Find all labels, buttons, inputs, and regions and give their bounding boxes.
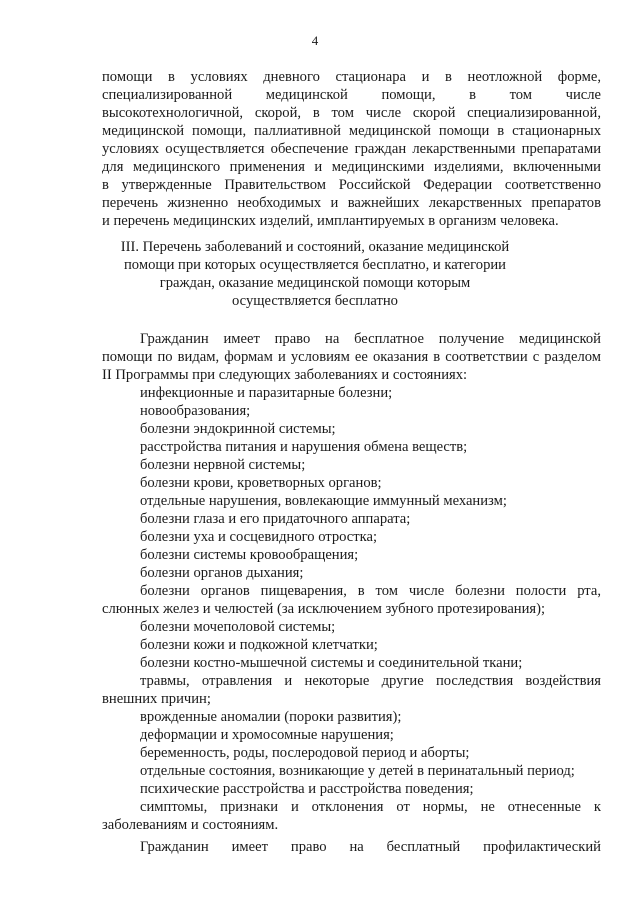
list-item: болезни глаза и его придаточного аппарата; [140, 511, 411, 527]
paragraph-line: и перечень медицинских изделий, имплантируемых в организм человека. [102, 213, 559, 229]
paragraph-line: для медицинского применения и медицинскими изделиями, включенными [102, 159, 601, 175]
list-item: отдельные нарушения, вовлекающие иммунный механизм; [140, 493, 507, 509]
section-heading-line: помощи при которых осуществляется бесплатно, и категории [124, 257, 506, 273]
list-item: болезни костно-мышечной системы и соединительной ткани; [140, 655, 523, 671]
paragraph-line: перечень жизненно необходимых и важнейших лекарственных препаратов [102, 195, 601, 211]
section-heading-line: осуществляется бесплатно [232, 293, 398, 309]
paragraph-line: помощи по видам, формам и условиям ее оказания в соответствии с разделом [102, 349, 601, 365]
paragraph-line: помощи в условиях дневного стационара и в неотложной форме, [102, 69, 601, 85]
list-item: болезни мочеполовой системы; [140, 619, 336, 635]
list-item-continuation: внешних причин; [102, 691, 211, 707]
section-heading-line: граждан, оказание медицинской помощи которым [159, 275, 471, 291]
paragraph-line: условиях осуществляется обеспечение граждан лекарственными препаратами [102, 141, 601, 157]
list-item: симптомы, признаки и отклонения от нормы, не отнесенные к [140, 799, 601, 815]
list-item: болезни органов дыхания; [140, 565, 304, 581]
section-heading-line: III. Перечень заболеваний и состояний, оказание медицинской [120, 239, 510, 255]
list-item: инфекционные и паразитарные болезни; [140, 385, 393, 401]
list-item-continuation: заболеваниям и состояниям. [102, 817, 279, 833]
list-item: болезни эндокринной системы; [140, 421, 336, 437]
list-item: болезни кожи и подкожной клетчатки; [140, 637, 378, 653]
list-item: новообразования; [140, 403, 251, 419]
paragraph-line: высокотехнологичной, скорой, в том числе скорой специализированной, [102, 105, 601, 121]
paragraph-line: медицинской помощи, паллиативной медицинской помощи в стационарных [102, 123, 601, 139]
list-item: расстройства питания и нарушения обмена веществ; [140, 439, 468, 455]
paragraph-line: Гражданин имеет право на бесплатное получение медицинской [140, 331, 601, 347]
page-number: 4 [311, 33, 319, 48]
list-item: болезни нервной системы; [140, 457, 306, 473]
list-item: болезни органов пищеварения, в том числе болезни полости рта, [140, 583, 601, 599]
paragraph-line: в утвержденные Правительством Российской Федерации соответственно [102, 177, 601, 193]
list-item: болезни системы кровообращения; [140, 547, 359, 563]
list-item: отдельные состояния, возникающие у детей в перинатальный период; [140, 763, 575, 779]
list-item-continuation: слюнных желез и челюстей (за исключением зубного протезирования); [102, 601, 546, 617]
paragraph-line: II Программы при следующих заболеваниях и состояниях: [102, 367, 468, 383]
list-item: психические расстройства и расстройства поведения; [140, 781, 474, 797]
list-item: травмы, отравления и некоторые другие последствия воздействия [140, 673, 601, 689]
list-item: деформации и хромосомные нарушения; [140, 727, 394, 743]
list-item: болезни уха и сосцевидного отростка; [140, 529, 378, 545]
list-item: беременность, роды, послеродовой период и аборты; [140, 745, 470, 761]
list-item: болезни крови, кроветворных органов; [140, 475, 382, 491]
paragraph-line: Гражданин имеет право на бесплатный профилактический [140, 839, 601, 855]
list-item: врожденные аномалии (пороки развития); [140, 709, 402, 725]
paragraph-line: специализированной медицинской помощи, в том числе [102, 87, 601, 103]
